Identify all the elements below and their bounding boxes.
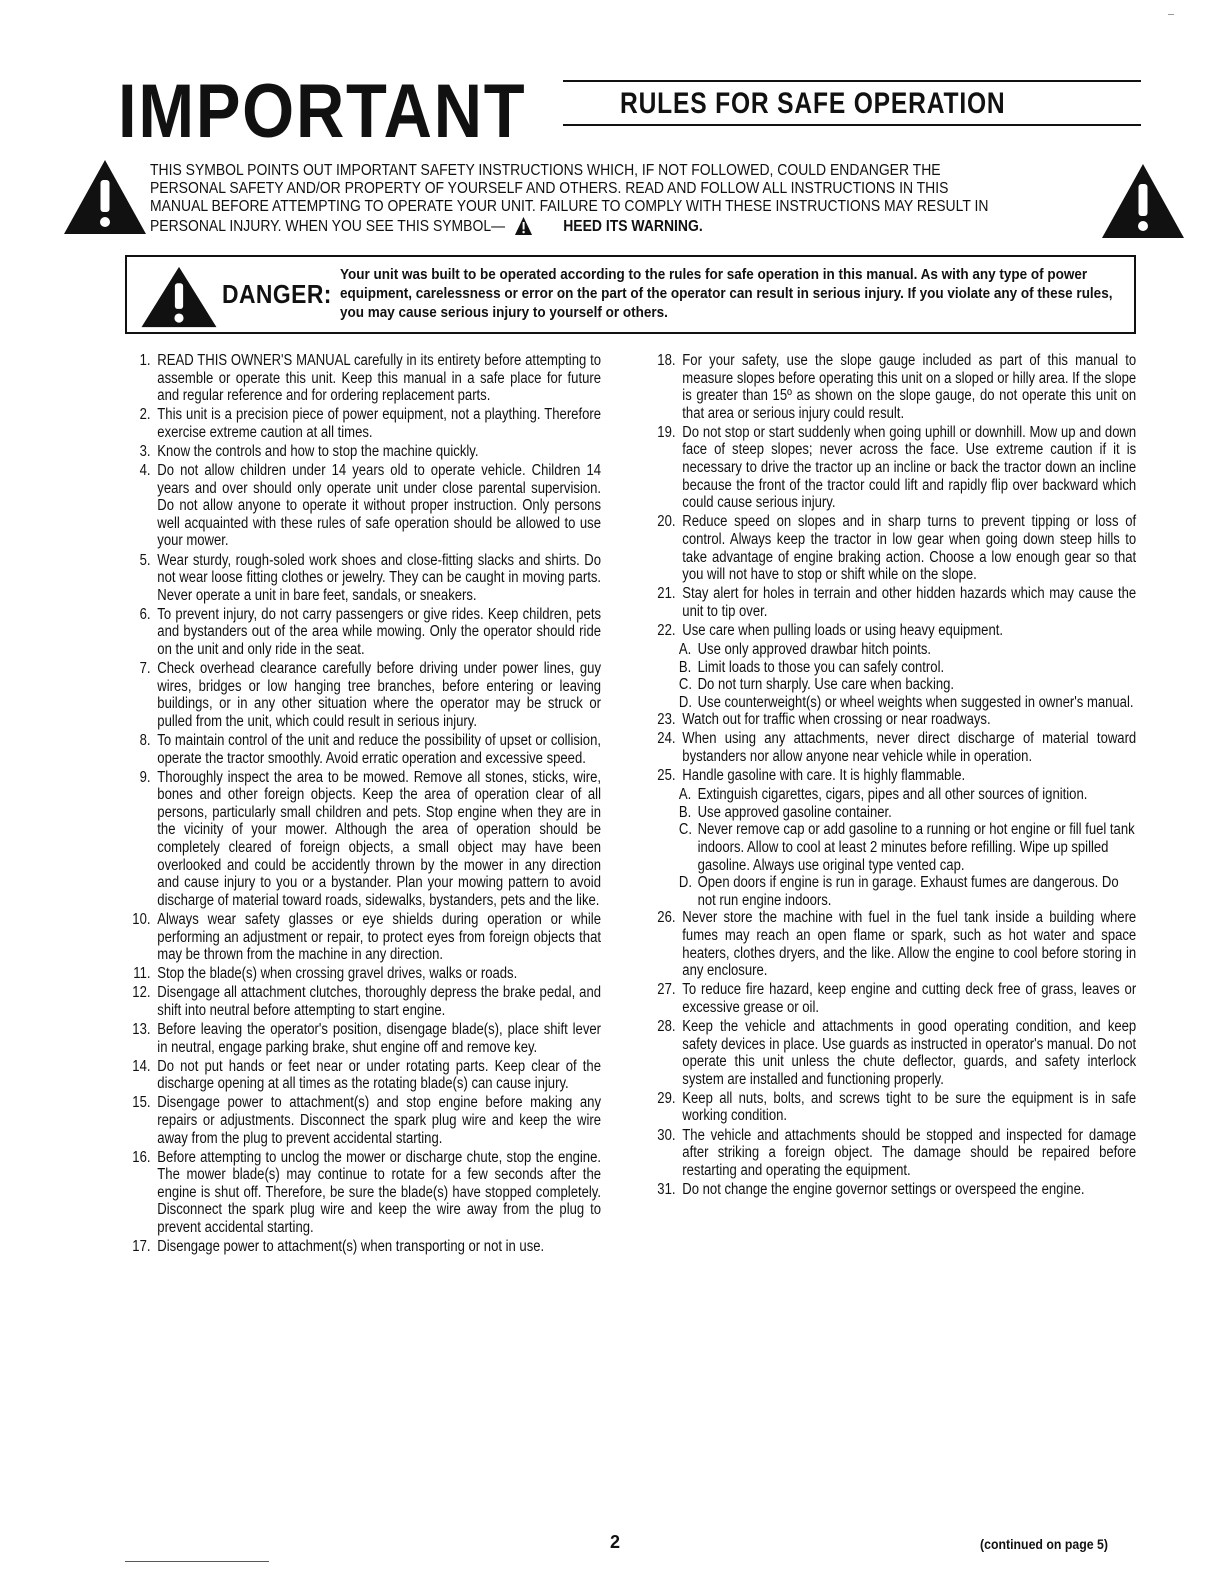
subitem-text: Use only approved drawbar hitch points.	[697, 641, 932, 658]
rule-item	[125, 1058, 601, 1093]
rule-number: 6.	[139, 605, 151, 623]
rule-text: Do not allow children under 14 years old to operate vehicle. Children 14 years and over should only operate unit under close parental supervision. Do not allow anyone to operate it without proper instruction. Only persons well acquainted with these rules of safe operation should be allowed to use your mower.	[157, 462, 602, 550]
rule-item	[125, 443, 601, 461]
rule-number: 27.	[657, 981, 676, 999]
rule-number: 9.	[139, 768, 151, 786]
rule-item	[650, 1181, 1136, 1199]
rule-text: Stop the blade(s) when crossing gravel drives, walks or roads.	[157, 965, 518, 983]
rule-number: 15.	[132, 1094, 151, 1112]
rule-item	[125, 1094, 601, 1147]
rule-text: Use care when pulling loads or using heavy equipment.	[682, 621, 1004, 639]
danger-text: Your unit was built to be operated according to the rules for safe operation in this manual. As with any type of power equipment, carelessness or error on the part of the operator can result in serious injury. If you violate any of these rules, you may cause serious injury to yourself or others.	[340, 266, 1113, 321]
rule-item	[125, 911, 601, 964]
page-number: 2	[610, 1532, 621, 1552]
danger-alert-icon	[139, 265, 219, 329]
rule-text: Reduce speed on slopes and in sharp turns to prevent tipping or loss of control. Always keep the tractor in low gear when going down steep hills to take advantage of engine braking action. Choose a low enough gear so that you will not have to stop or shift while on the slope.	[682, 513, 1137, 584]
rule-number: 16.	[132, 1148, 151, 1166]
rule-text: Always wear safety glasses or eye shields during operation or while performing an adjustment or repair, to protect eyes from foreign objects that may be thrown from the machine in any direction.	[157, 910, 602, 964]
rule-item	[650, 1090, 1136, 1125]
rule-item	[125, 352, 601, 405]
rule-item	[650, 730, 1136, 765]
rule-subitem	[679, 676, 1136, 694]
subitem-letter: D.	[678, 874, 692, 892]
rule-item	[650, 622, 1136, 711]
rule-text: This unit is a precision piece of power equipment, not a plaything. Therefore exercise extreme caution at all times.	[157, 406, 602, 441]
rule-text: Stay alert for holes in terrain and other hidden hazards which may cause the unit to tip over.	[682, 585, 1137, 620]
rule-text: Do not put hands or feet near or under rotating parts. Keep clear of the discharge opening at all times as the rotating blade(s) can cause injury.	[157, 1057, 602, 1093]
rule-item	[125, 1238, 601, 1256]
rule-item	[650, 711, 1136, 729]
subtitle-top-rule	[563, 80, 1141, 82]
rule-text: Watch out for traffic when crossing or near roadways.	[682, 711, 991, 729]
subitem-text: Never remove cap or add gasoline to a running or hot engine or fill fuel tank indoors. Allow to cool at least 2 minutes before refilling. Wipe up spilled gasoline. Always use original type vented cap.	[697, 821, 1135, 874]
rule-number: 14.	[132, 1057, 151, 1075]
rule-number: 1.	[139, 352, 151, 369]
rule-number: 21.	[657, 585, 676, 603]
rule-number: 31.	[657, 1180, 676, 1198]
rule-item	[125, 769, 601, 910]
subitem-text: Extinguish cigarettes, cigars, pipes and all other sources of ignition.	[697, 786, 1088, 804]
rule-text: To prevent injury, do not carry passengers or give rides. Keep children, pets and bystanders out of the area while mowing. Only the operator should ride on the unit and only ride in the seat.	[157, 605, 602, 658]
rule-item	[125, 552, 601, 605]
subitem-letter: A.	[678, 786, 692, 804]
rule-text: To maintain control of the unit and reduce the possibility of upset or collision, operate the tractor smoothly. Avoid erratic operation and excessive speed.	[157, 731, 602, 767]
rule-item	[650, 513, 1136, 583]
rule-number: 22.	[657, 621, 676, 639]
rule-item	[650, 1127, 1136, 1180]
rule-text: READ THIS OWNER'S MANUAL carefully in its entirety before attempting to assemble or operate this unit. Keep this manual in a safe place for future and regular reference and for ordering replacement parts.	[157, 352, 602, 405]
subitem-letter: B.	[678, 803, 692, 821]
rule-text: Wear sturdy, rough-soled work shoes and close-fitting slacks and shirts. Do not wear loose fitting clothes or jewelry. They can be caught in moving parts. Never operate a unit in bare feet, sandals, or sneakers.	[157, 551, 602, 604]
subitem-letter: B.	[678, 658, 692, 676]
rule-number: 3.	[139, 442, 151, 460]
rule-item	[650, 981, 1136, 1016]
rule-text: Disengage all attachment clutches, thoroughly depress the brake pedal, and shift into neutral before attempting to start engine.	[157, 984, 602, 1019]
rule-text: Before leaving the operator's position, disengage blade(s), place shift lever in neutral, engage parking brake, shut engine off and remove key.	[157, 1020, 602, 1056]
subitem-text: Do not turn sharply. Use care when backing.	[697, 676, 955, 694]
continued-note: (continued on page 5)	[980, 1536, 1108, 1552]
rule-item	[650, 424, 1136, 512]
corner-mark	[1168, 14, 1174, 15]
rule-item	[125, 1021, 601, 1056]
heed-warning-text: HEED ITS WARNING.	[563, 218, 703, 235]
rule-item	[650, 352, 1136, 422]
rule-number: 12.	[132, 984, 151, 1002]
rule-subitem	[679, 786, 1136, 804]
rule-text: When using any attachments, never direct discharge of material toward bystanders nor allow anyone near vehicle while in operation.	[682, 730, 1137, 766]
rule-text: Handle gasoline with care. It is highly flammable.	[682, 767, 966, 785]
rule-number: 4.	[139, 462, 151, 480]
subitem-letter: A.	[678, 641, 692, 658]
rule-number: 8.	[139, 731, 151, 749]
rule-number: 5.	[139, 551, 151, 569]
rule-number: 23.	[657, 711, 676, 729]
rule-text: Never store the machine with fuel in the fuel tank inside a building where fumes may reach an open flame or spark, such as hot water and space heaters, clothes dryers, and the like. Allow the engine to cool before storing in any enclosure.	[682, 909, 1137, 980]
rule-number: 26.	[657, 909, 676, 927]
subitem-letter: D.	[678, 693, 692, 711]
safety-alert-inline-icon	[514, 216, 532, 236]
rule-item	[125, 732, 601, 767]
subitem-text: Use approved gasoline container.	[697, 803, 892, 821]
rule-item	[650, 585, 1136, 620]
rule-text: Before attempting to unclog the mower or discharge chute, stop the engine. The mower blade(s) may continue to rotate for a few seconds after the engine is shut off. Therefore, be sure the blade(s) have stopped completely. Disconnect the spark plug wire and keep the wire away from the plug to prevent accidental starting.	[157, 1148, 602, 1236]
rules-column-right	[650, 352, 1190, 1200]
safety-alert-icon-left	[62, 158, 148, 236]
rule-item	[125, 984, 601, 1019]
rule-number: 17.	[132, 1238, 151, 1256]
intro-paragraph	[150, 162, 996, 236]
rule-text: Check overhead clearance carefully before driving under power lines, guy wires, bridges or low hanging tree branches, before entering or leaving buildings, or in any other situation where the operator may be struck or pulled from the unit, which could result in serious injury.	[157, 660, 602, 730]
page-subtitle: RULES FOR SAFE OPERATION	[620, 87, 1006, 120]
rule-number: 28.	[657, 1017, 676, 1035]
rule-text: Keep the vehicle and attachments in good operating condition, and keep safety devices in place. Use guards as instructed in operator's manual. Do not operate this unit unless the chute deflector, guards, and safety interlock system are installed and functioning properly.	[682, 1017, 1137, 1088]
rule-number: 7.	[139, 660, 151, 678]
rule-number: 20.	[657, 513, 676, 531]
subitem-text: Use counterweight(s) or wheel weights when suggested in owner's manual.	[697, 693, 1134, 711]
rule-text: Know the controls and how to stop the machine quickly.	[157, 442, 479, 460]
danger-box	[125, 255, 1136, 334]
rules-list-left	[125, 352, 601, 1256]
rule-subitem	[679, 821, 1136, 874]
subitem-text: Open doors if engine is run in garage. Exhaust fumes are dangerous. Do not run engine indoors.	[697, 874, 1119, 909]
danger-label: DANGER:	[222, 279, 332, 309]
rule-number: 11.	[133, 965, 151, 983]
rule-number: 10.	[132, 910, 151, 928]
rule-item	[125, 1149, 601, 1237]
rule-number: 29.	[657, 1089, 676, 1107]
rule-text: Do not stop or start suddenly when going uphill or downhill. Mow up and down face of steep slopes; never across the face. Use extreme caution if it is necessary to drive the tractor up an incline or back the tractor down an incline because the front of the tractor could lift and rapidly flip over backward which could cause serious injury.	[682, 423, 1137, 512]
rules-list-right	[650, 352, 1136, 1198]
subitem-letter: C.	[678, 821, 692, 839]
footer-rule	[125, 1561, 269, 1562]
rule-text: The vehicle and attachments should be stopped and inspected for damage after striking a foreign object. The damage should be repaired before restarting and operating the equipment.	[682, 1126, 1137, 1179]
subtitle-bottom-rule	[563, 124, 1141, 126]
rule-item	[125, 660, 601, 730]
rule-number: 18.	[657, 352, 676, 369]
rule-number: 30.	[657, 1126, 676, 1144]
rule-text: Disengage power to attachment(s) when transporting or not in use.	[157, 1238, 545, 1256]
intro-text: THIS SYMBOL POINTS OUT IMPORTANT SAFETY INSTRUCTIONS WHICH, IF NOT FOLLOWED, COULD ENDANGER THE PERSONAL SAFETY AND/OR PROPERTY OF YOURSELF AND OTHERS. READ AND FOLLOW ALL INSTRUCTIONS IN THIS MANUAL BEFORE ATTEMPTING TO OPERATE YOUR UNIT. FAILURE TO COMPLY WITH THESE INSTRUCTIONS MAY RESULT IN PERSONAL INJURY. WHEN YOU SEE THIS SYMBOL—	[150, 162, 989, 235]
safety-alert-icon-right	[1100, 162, 1186, 240]
rule-text: For your safety, use the slope gauge included as part of this manual to measure slopes before operating this unit on a sloped or hilly area. If the slope is greater than 15º as shown on the slope gauge, do not operate this unit on that area or serious injury could result.	[682, 352, 1137, 422]
rule-item	[125, 406, 601, 441]
rule-number: 24.	[657, 730, 676, 748]
rule-subitem	[679, 874, 1136, 909]
rule-text: Do not change the engine governor settings or overspeed the engine.	[682, 1180, 1085, 1198]
subitem-text: Limit loads to those you can safely control.	[697, 658, 945, 676]
subitem-letter: C.	[678, 676, 692, 694]
rule-subitem	[679, 804, 1136, 822]
rule-number: 13.	[132, 1020, 151, 1038]
rule-text: Thoroughly inspect the area to be mowed. Remove all stones, sticks, wire, bones and other foreign objects. Keep the area of operation clear of all persons, particularly small children and pets. Stop engine when they are in the vicinity of your mower. Although the area of operation should be completely cleared of foreign objects, a small object may have been overlooked and could be accidently thrown by the mower in any direction and cause injury to you or a bystander. Plan your mowing pattern to avoid discharge of material toward roads, sidewalks, bystanders, pets and the like.	[157, 768, 602, 909]
rule-number: 19.	[657, 423, 676, 441]
rule-item	[125, 606, 601, 659]
rule-item	[125, 462, 601, 550]
rule-text: To reduce fire hazard, keep engine and cutting deck free of grass, leaves or excessive grease or oil.	[682, 981, 1137, 1016]
rule-number: 25.	[657, 767, 676, 785]
rules-column-left	[125, 352, 655, 1257]
rule-text: Keep all nuts, bolts, and screws tight to be sure the equipment is in safe working condition.	[682, 1089, 1137, 1125]
rule-subitem	[679, 694, 1136, 712]
rule-item	[650, 767, 1136, 909]
rule-text: Disengage power to attachment(s) and stop engine before making any repairs or adjustments. Disconnect the spark plug wire and keep the wire away from the plug to prevent accidental starting.	[157, 1094, 602, 1147]
rule-item	[125, 965, 601, 983]
page-title: IMPORTANT	[118, 69, 527, 154]
rule-item	[650, 1018, 1136, 1088]
rule-subitem	[679, 659, 1136, 677]
rule-item	[650, 909, 1136, 979]
rule-number: 2.	[139, 406, 151, 424]
rule-subitem	[679, 641, 1136, 659]
